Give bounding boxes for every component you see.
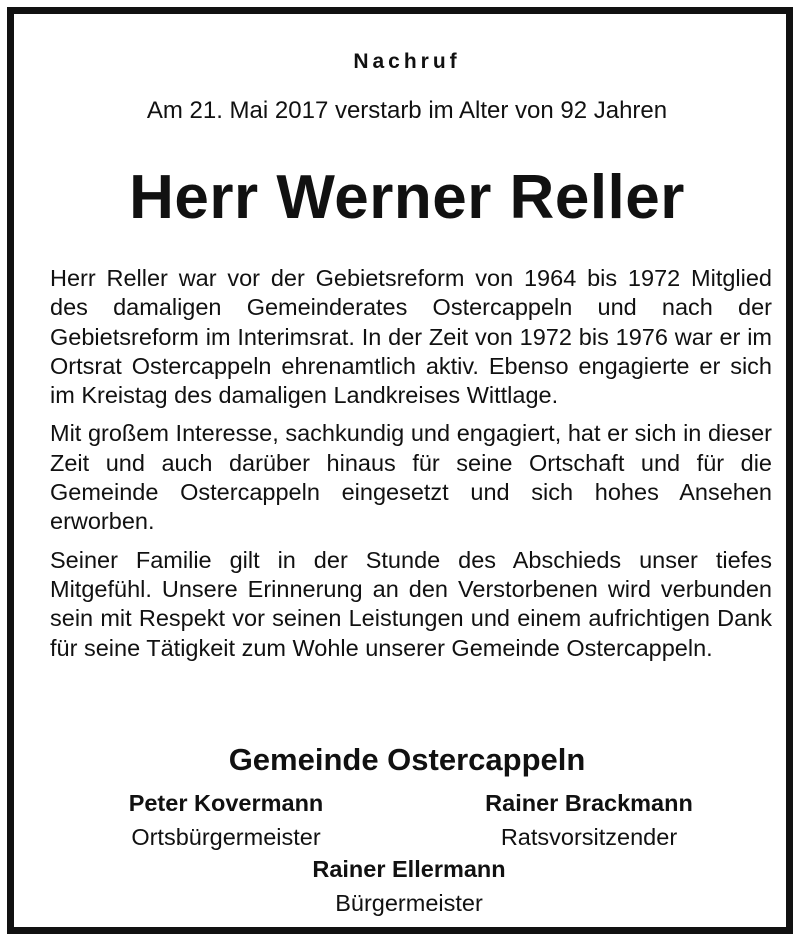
signatory-role: Ortsbürgermeister xyxy=(131,824,321,850)
signatory-center xyxy=(259,855,559,917)
notice-frame xyxy=(7,7,793,934)
signatory-role: Ratsvorsitzender xyxy=(500,824,678,850)
deceased-name: Herr Werner Reller xyxy=(129,163,685,232)
death-date-line: Am 21. Mai 2017 verstarb im Alter von 92 Jahren xyxy=(146,97,668,124)
signatory-left xyxy=(76,789,376,851)
organization-name: Gemeinde Ostercappeln xyxy=(228,742,586,777)
paragraph-condolence: Seiner Familie gilt in der Stunde des Abschieds unser tiefes Mitgefühl. Unsere Erinnerung an den Verstorbenen wird verbunden sein mit Respekt vor seinen Leistungen und einem aufrichtigen Dank für seine Tätigkeit zum Wohle unserer Gemeinde Ostercappeln. xyxy=(50,546,772,661)
signatory-name: Rainer Brackmann xyxy=(485,790,693,816)
signatory-right xyxy=(439,789,739,851)
paragraph-career: Herr Reller war vor der Gebietsreform von 1964 bis 1972 Mitglied des damaligen Gemeinderates Ostercappeln und nach der Gebietsreform im Interimsrat. In der Zeit von 1972 bis 1976 war er im Ortsrat Ostercappeln ehrenamtlich aktiv. Ebenso engagierte er sich im Kreistag des damaligen Landkreises Wittlage. xyxy=(50,265,772,409)
obituary-text xyxy=(50,264,772,672)
signatory-name: Peter Kovermann xyxy=(128,790,324,816)
notice-heading: Nachruf xyxy=(353,50,461,73)
paragraph-engagement: Mit großem Interesse, sachkundig und engagiert, hat er sich in dieser Zeit und auch darüber hinaus für seine Ortschaft und für die Gemeinde Ostercappeln eingesetzt und sich hohes Ansehen erworben. xyxy=(50,420,772,535)
signatory-name: Rainer Ellermann xyxy=(312,856,506,882)
signatory-role: Bürgermeister xyxy=(335,890,483,916)
